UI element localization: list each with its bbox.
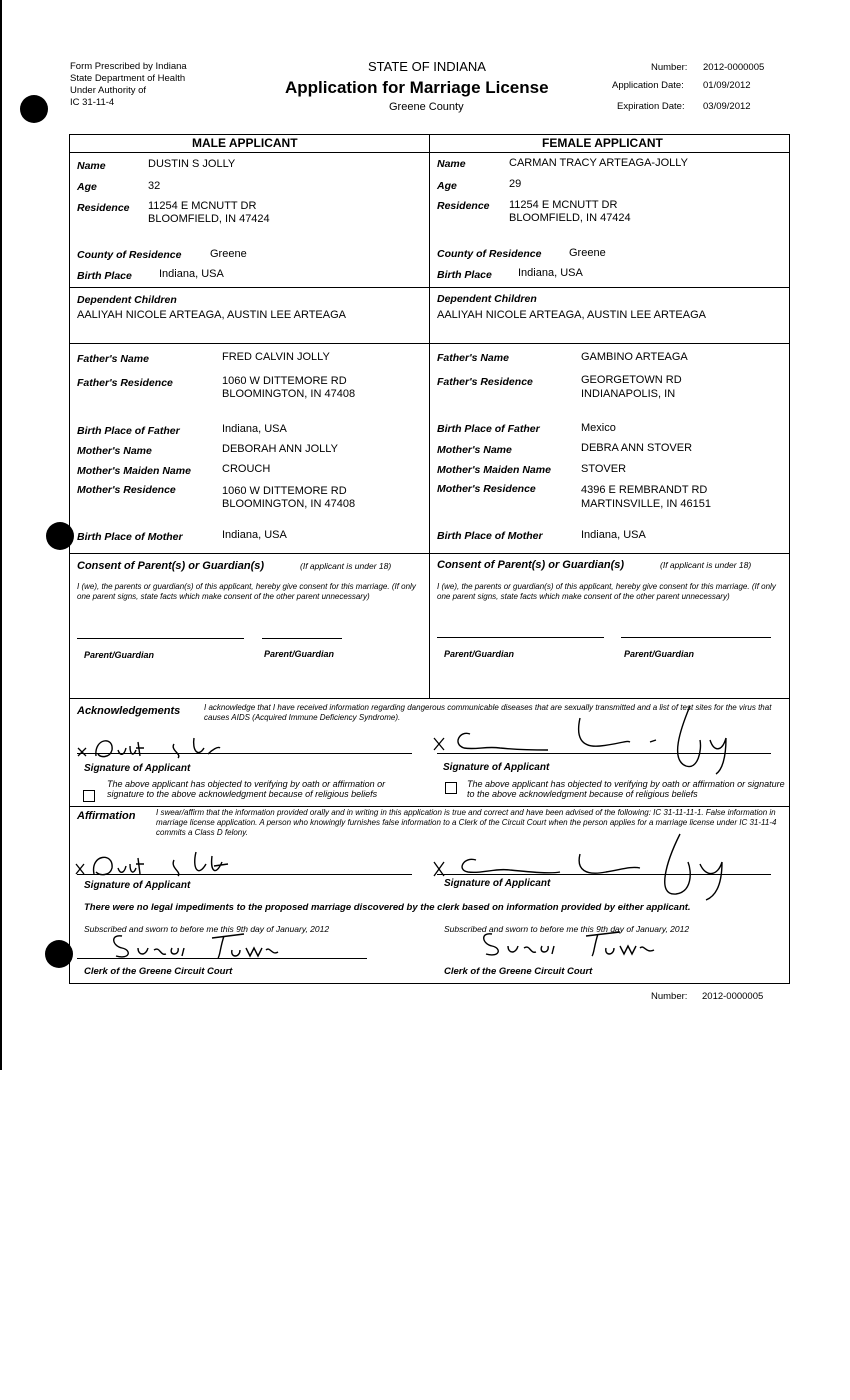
female-father-name: GAMBINO ARTEAGA <box>581 351 688 363</box>
prescribed-line-4: IC 31-11-4 <box>70 97 115 108</box>
female-dependent-label: Dependent Children <box>437 293 537 305</box>
male-birthplace-label: Birth Place <box>77 270 132 282</box>
female-parent-label-1: Parent/Guardian <box>444 649 515 659</box>
male-affirm-sig-label: Signature of Applicant <box>84 880 191 891</box>
female-father-res-2: INDIANAPOLIS, IN <box>581 388 676 400</box>
female-dependents: AALIYAH NICOLE ARTEAGA, AUSTIN LEE ARTEAGA <box>437 309 706 321</box>
male-ack-sig-line <box>77 753 412 754</box>
male-father-name-label: Father's Name <box>77 353 149 365</box>
male-dependent-label: Dependent Children <box>77 294 177 306</box>
footer-number-value: 2012-0000005 <box>702 991 764 1002</box>
female-mother-maiden-label: Mother's Maiden Name <box>437 464 551 476</box>
scan-edge <box>0 0 2 1070</box>
male-mother-maiden-label: Mother's Maiden Name <box>77 465 191 477</box>
male-mother-name: DEBORAH ANN JOLLY <box>222 443 338 455</box>
male-res-1: 11254 E MCNUTT DR <box>148 200 257 212</box>
rule-5 <box>69 806 790 807</box>
female-mother-maiden: STOVER <box>581 463 627 475</box>
female-parent-label-2: Parent/Guardian <box>624 649 695 659</box>
page-title: Application for Marriage License <box>285 78 549 97</box>
rule-2 <box>69 343 790 344</box>
footer-number-label: Number: <box>651 991 688 1002</box>
male-father-res-2: BLOOMINGTON, IN 47408 <box>222 388 356 400</box>
affirm-label: Affirmation <box>77 810 136 822</box>
female-mother-name-label: Mother's Name <box>437 444 512 456</box>
female-ack-sig-line <box>437 753 771 754</box>
female-subscribed-text: Subscribed and sworn to before me this 9th day of January, 2012 <box>444 924 690 934</box>
female-mother-res-1: 4396 E REMBRANDT RD <box>581 484 708 496</box>
exp-date-label: Expiration Date: <box>617 101 685 112</box>
male-res-2: BLOOMFIELD, IN 47424 <box>148 213 270 225</box>
male-name-label: Name <box>77 160 106 172</box>
female-age-label: Age <box>437 180 457 192</box>
female-father-name-label: Father's Name <box>437 352 509 364</box>
male-heading: MALE APPLICANT <box>192 136 298 150</box>
female-consent-text: I (we), the parents or guardian(s) of this applicant, hereby give consent for this marriage. (If only one parent signs, state facts which make consent of the other parent unnecessary) <box>437 582 776 601</box>
prescribed-line-1: Form Prescribed by Indiana <box>70 61 187 72</box>
app-date-value: 01/09/2012 <box>703 80 751 91</box>
female-consent-label: Consent of Parent(s) or Guardian(s) <box>437 559 625 571</box>
male-objection-text: The above applicant has objected to verifying by oath or affirmation or signature to the above acknowledgment because of religious beliefs <box>107 779 386 799</box>
male-mother-maiden: CROUCH <box>222 463 271 475</box>
male-father-res-label: Father's Residence <box>77 377 173 389</box>
female-father-res-1: GEORGETOWN RD <box>581 374 682 386</box>
male-father-res-1: 1060 W DITTEMORE RD <box>222 375 347 387</box>
female-objection-text: The above applicant has objected to verifying by oath or affirmation or signature to the above acknowledgment because of religious beliefs <box>467 779 785 799</box>
male-clerk-label: Clerk of the Greene Circuit Court <box>84 966 233 977</box>
app-date-label: Application Date: <box>612 80 684 91</box>
male-consent-note: (If applicant is under 18) <box>300 561 392 571</box>
county-title: Greene County <box>389 101 464 113</box>
female-bp-father-label: Birth Place of Father <box>437 423 540 435</box>
impediments-text: There were no legal impediments to the proposed marriage discovered by the clerk based on information provided by either applicant. <box>84 902 691 913</box>
male-affirm-sig-line <box>77 874 412 875</box>
female-residence-label: Residence <box>437 200 490 212</box>
male-name: DUSTIN S JOLLY <box>148 158 236 170</box>
female-clerk-signature-icon <box>478 926 668 960</box>
male-birthplace: Indiana, USA <box>159 268 224 280</box>
female-clerk-label: Clerk of the Greene Circuit Court <box>444 966 593 977</box>
punch-hole-icon <box>20 95 48 123</box>
male-bp-father-label: Birth Place of Father <box>77 425 180 437</box>
female-affirm-signature-icon <box>430 826 760 901</box>
heading-rule <box>69 152 790 153</box>
female-mother-res-label: Mother's Residence <box>437 483 536 495</box>
female-bp-father: Mexico <box>581 422 616 434</box>
number-label: Number: <box>651 62 688 73</box>
female-name-label: Name <box>437 158 466 170</box>
state-title: STATE OF INDIANA <box>368 59 486 74</box>
male-consent-text: I (we), the parents or guardian(s) of this applicant, hereby give consent for this marriage. (If only one parent signs, state facts which make consent of the other parent unnecessary) <box>77 582 416 601</box>
female-heading: FEMALE APPLICANT <box>542 136 663 150</box>
male-clerk-line <box>77 958 367 959</box>
male-parent-line-2 <box>262 638 342 639</box>
female-mother-res-2: MARTINSVILLE, IN 46151 <box>581 498 712 510</box>
male-bp-father: Indiana, USA <box>222 423 287 435</box>
female-bp-mother-label: Birth Place of Mother <box>437 530 543 542</box>
exp-date-value: 03/09/2012 <box>703 101 751 112</box>
prescribed-line-3: Under Authority of <box>70 85 147 96</box>
ack-text: I acknowledge that I have received information regarding dangerous communicable diseases that are sexually transmitted and a list of test sites for the virus that causes AIDS (Acquired Immune Deficiency Syndrome). <box>204 703 772 722</box>
male-parent-line-1 <box>77 638 244 639</box>
female-name: CARMAN TRACY ARTEAGA-JOLLY <box>509 157 688 169</box>
female-age: 29 <box>509 178 522 190</box>
male-dependents: AALIYAH NICOLE ARTEAGA, AUSTIN LEE ARTEAGA <box>77 309 346 321</box>
male-mother-name-label: Mother's Name <box>77 445 152 457</box>
female-parent-line-1 <box>437 637 604 638</box>
male-bp-mother-label: Birth Place of Mother <box>77 531 183 543</box>
female-county: Greene <box>569 247 606 259</box>
female-affirm-sig-line <box>437 874 771 875</box>
affirm-text: I swear/affirm that the information provided orally and in writing in this application is true and correct and have been advised of the following: IC 31-11-11-1. False information in marriage license application. A person who knowingly furnishes false information to a Clerk of the Circuit Court when the person applies for a marriage license under IC 31-11-4 commits a Class D felony. <box>156 808 777 837</box>
male-mother-res-2: BLOOMINGTON, IN 47408 <box>222 498 356 510</box>
male-bp-mother: Indiana, USA <box>222 529 287 541</box>
male-ack-signature-icon <box>74 728 244 768</box>
female-bp-mother: Indiana, USA <box>581 529 646 541</box>
rule-3 <box>69 553 790 554</box>
center-divider <box>429 134 430 698</box>
male-mother-res-1: 1060 W DITTEMORE RD <box>222 485 347 497</box>
male-parent-label-2: Parent/Guardian <box>264 649 335 659</box>
female-consent-note: (If applicant is under 18) <box>660 560 752 570</box>
prescribed-line-2: State Department of Health <box>70 73 186 84</box>
male-consent-label: Consent of Parent(s) or Guardian(s) <box>77 560 265 572</box>
female-county-label: County of Residence <box>437 248 542 260</box>
female-birthplace: Indiana, USA <box>518 267 583 279</box>
female-birthplace-label: Birth Place <box>437 269 492 281</box>
male-mother-res-label: Mother's Residence <box>77 484 176 496</box>
female-res-2: BLOOMFIELD, IN 47424 <box>509 212 631 224</box>
rule-1 <box>69 287 790 288</box>
female-parent-line-2 <box>621 637 771 638</box>
male-parent-label-1: Parent/Guardian <box>84 650 155 660</box>
female-objection-checkbox[interactable] <box>445 782 457 794</box>
ack-label: Acknowledgements <box>77 705 181 717</box>
rule-4 <box>69 698 790 699</box>
female-ack-sig-label: Signature of Applicant <box>443 762 550 773</box>
male-ack-sig-label: Signature of Applicant <box>84 763 191 774</box>
male-age: 32 <box>148 180 161 192</box>
female-father-res-label: Father's Residence <box>437 376 533 388</box>
female-mother-name: DEBRA ANN STOVER <box>581 442 693 454</box>
male-residence-label: Residence <box>77 202 130 214</box>
male-father-name: FRED CALVIN JOLLY <box>222 351 330 363</box>
female-res-1: 11254 E MCNUTT DR <box>509 199 618 211</box>
male-county: Greene <box>210 248 247 260</box>
male-objection-checkbox[interactable] <box>83 790 95 802</box>
female-affirm-sig-label: Signature of Applicant <box>444 878 551 889</box>
male-subscribed-text: Subscribed and sworn to before me this 9th day of January, 2012 <box>84 924 330 934</box>
male-county-label: County of Residence <box>77 249 182 261</box>
male-age-label: Age <box>77 181 97 193</box>
number-value: 2012-0000005 <box>703 62 765 73</box>
male-clerk-signature-icon <box>108 928 288 962</box>
